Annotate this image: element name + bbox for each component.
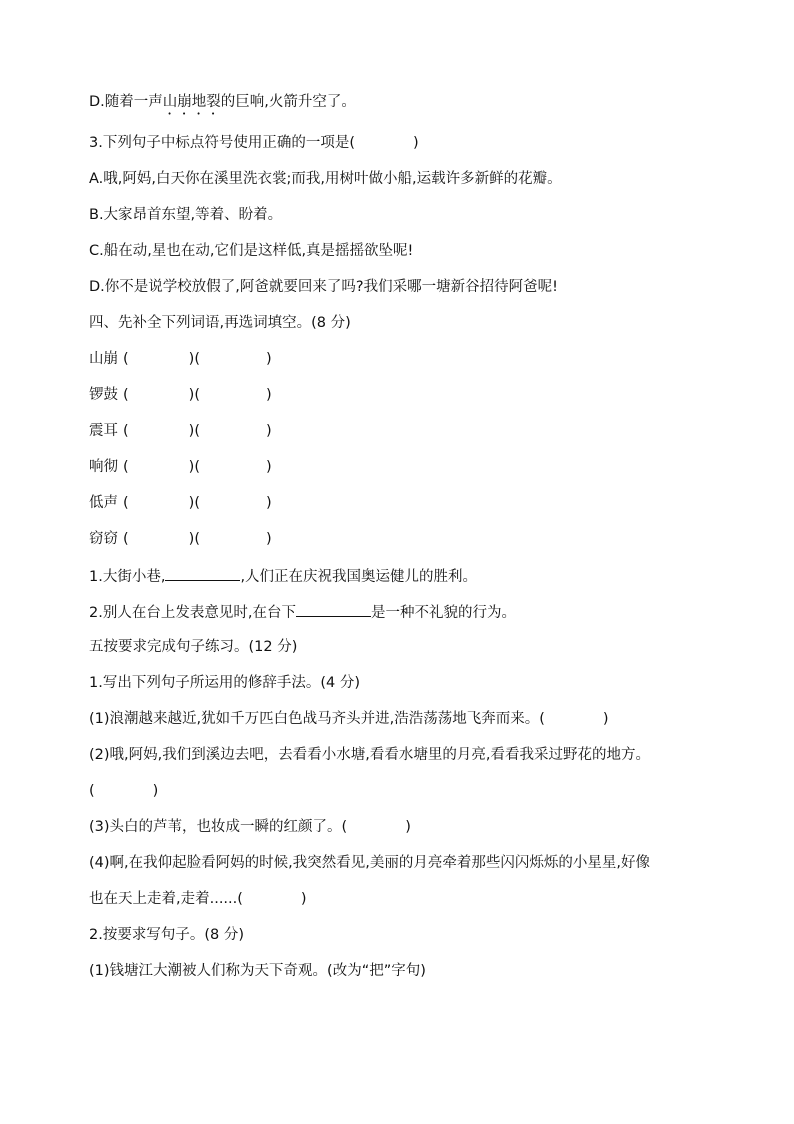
q3-option-c: C.船在动,星也在动,它们是这样低,真是摇摇欲坠呢!: [89, 243, 414, 259]
q3-option-b: B.大家昂首东望,等着、盼着。: [89, 207, 283, 223]
rhetoric-item-3: (3)头白的芦苇，也妆成一瞬的红颜了。( ): [89, 819, 411, 835]
section-5-title: 五按要求完成句子练习。(12 分): [89, 639, 298, 655]
sec5-q1-title: 1.写出下列句子所运用的修辞手法。(4 分): [89, 675, 360, 691]
answer-blank[interactable]: [165, 565, 240, 581]
rewrite-item-1: (1)钱塘江大潮被人们称为天下奇观。(改为“把”字句): [89, 963, 426, 979]
word-row: 震耳 ( )( ): [89, 423, 272, 439]
word-row: 锣鼓 ( )( ): [89, 387, 272, 403]
sec5-q2-title: 2.按要求写句子。(8 分): [89, 927, 244, 943]
rhetoric-item-4: (4)啊,在我仰起脸看阿妈的时候,我突然看见,美丽的月亮牵着那些闪闪烁烁的小星星,好像: [89, 855, 650, 871]
word-row: 山崩 ( )( ): [89, 351, 272, 367]
q3-stem: 3.下列句子中标点符号使用正确的一项是( ): [89, 135, 419, 151]
q3-option-a: A.哦,阿妈,白天你在溪里洗衣裳;而我,用树叶做小船,运载许多新鲜的花瓣。: [89, 171, 562, 187]
emphasized-phrase: 山崩地裂: [162, 94, 221, 110]
fill-sentence-1: 1.大街小巷, ,人们正在庆祝我国奥运健儿的胜利。: [89, 565, 477, 587]
word-row: 响彻 ( )( ): [89, 459, 272, 475]
rhetoric-item-1: (1)浪潮越来越近,犹如千万匹白色战马齐头并进,浩浩荡荡地飞奔而来。( ): [89, 711, 609, 727]
rhetoric-item-2: (2)哦,阿妈,我们到溪边去吧，去看看小水塘,看看水塘里的月亮,看看我采过野花的地方。: [89, 747, 650, 763]
rhetoric-item-4-cont: 也在天上走着,走着......( ): [89, 891, 307, 907]
section-4-title: 四、先补全下列词语,再选词填空。(8 分): [89, 315, 351, 331]
answer-blank[interactable]: [296, 601, 371, 617]
rhetoric-item-2-answer: ( ): [89, 783, 159, 799]
word-row: 低声 ( )( ): [89, 495, 272, 511]
fill-sentence-2: 2.别人在台上发表意见时,在台下 是一种不礼貌的行为。: [89, 601, 516, 623]
q3-option-d: D.你不是说学校放假了,阿爸就要回来了吗?我们采哪一塘新谷招待阿爸呢!: [89, 279, 558, 295]
word-row: 窃窃 ( )( ): [89, 531, 272, 547]
q2-option-d: D.随着一声山崩地裂的巨响,火箭升空了。: [89, 94, 356, 110]
